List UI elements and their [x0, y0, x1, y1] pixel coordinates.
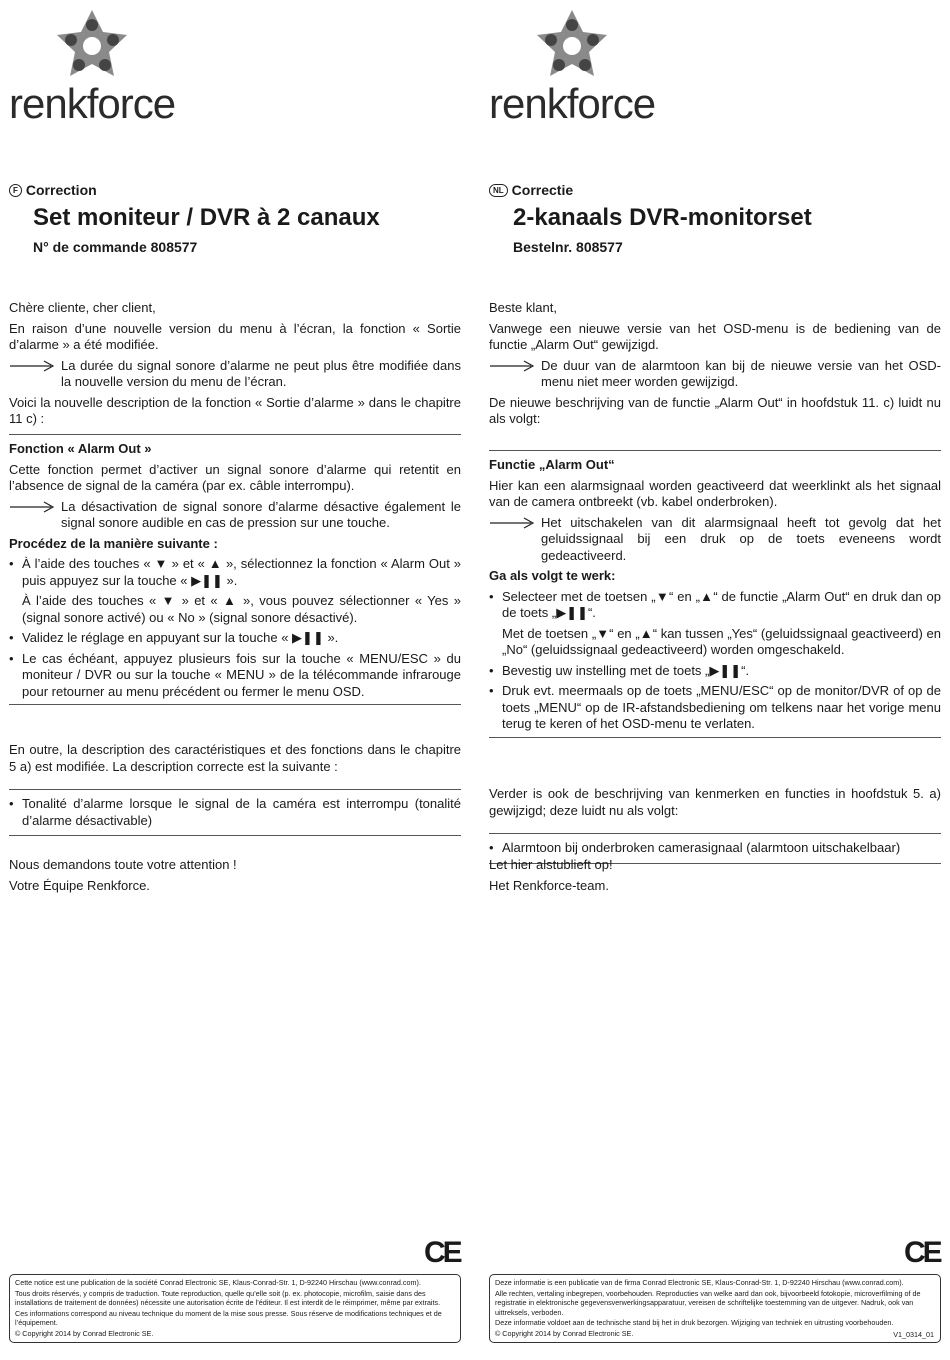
- list-item-continuation: À l’aide des touches « ▼ » et « ▲ », vous pouvez sélectionner « Yes » (signal sonore activé) ou « No » (signal sonore désactivé).: [22, 593, 461, 625]
- procedure-heading: Ga als volgt te werk:: [489, 568, 616, 583]
- language-badge: NL: [489, 184, 508, 197]
- changes-block: [9, 742, 461, 836]
- heading-label: Correction: [25, 182, 97, 198]
- intro-block: [9, 300, 461, 432]
- arrow-icon: [489, 360, 535, 372]
- divider: [9, 704, 461, 705]
- note-text: De duur van de alarmtoon kan bij de nieuwe versie van het OSD-menu niet meer worden gewijzigd.: [541, 357, 941, 389]
- closing-attention: Nous demandons toute votre attention !: [9, 857, 237, 872]
- imprint-line: Tous droits réservés, y compris de traduction. Toute reproduction, quelle qu’elle soit (p. ex. photocopie, microfilm, saisie dans des installations de traitement de données) nécessite une autorisation écrite de l’éditeur. Il est interdit de le réimprimer, même par extraits.: [15, 1288, 441, 1307]
- feature-list: [9, 796, 461, 829]
- imprint-line: © Copyright 2014 by Conrad Electronic SE.: [495, 1328, 634, 1338]
- renkforce-logo: [9, 8, 179, 126]
- divider: [9, 835, 461, 836]
- brand-wordmark: renkforce: [9, 80, 176, 127]
- intro-block: [489, 300, 941, 432]
- closing-block: [489, 857, 941, 898]
- divider: [489, 450, 941, 451]
- changes-intro: En outre, la description des caractéristiques et des fonctions dans le chapitre 5 a) est modifiée. La description correcte est la suivante :: [9, 742, 461, 774]
- steps-list: [489, 589, 941, 733]
- note-text: La désactivation de signal sonore d’alarme désactive également le signal sonore audible en cas de pression sur une touche.: [61, 498, 461, 530]
- arrow-icon: [489, 517, 535, 529]
- section-heading: [9, 182, 97, 198]
- imprint-box: [9, 1274, 461, 1343]
- divider: [489, 833, 941, 834]
- steps-list: [9, 556, 461, 700]
- function-text: Hier kan een alarmsignaal worden geactiveerd dat weerklinkt als het signaal van de camera ontbreekt (vb. kabel onderbroken).: [489, 477, 941, 509]
- section-heading: [489, 182, 573, 198]
- changes-block: [489, 786, 941, 864]
- list-item: • Selecteer met de toetsen „▼“ en „▲“ de functie „Alarm Out“ en druk dan op de toets „▶❚❚“.: [489, 588, 941, 620]
- note: [9, 358, 461, 391]
- intro-text: En raison d’une nouvelle version du menu à l’écran, la fonction « Sortie d’alarme » a été modifiée.: [9, 320, 461, 352]
- arrow-icon: [9, 501, 55, 513]
- note-text: La durée du signal sonore d’alarme ne peut plus être modifiée dans la nouvelle version du menu de l’écran.: [61, 357, 461, 389]
- description-intro: Voici la nouvelle description de la fonction « Sortie d’alarme » dans le chapitre 11 c) :: [9, 394, 461, 426]
- renkforce-star-icon: [53, 8, 131, 80]
- imprint-line: Deze informatie voldoet aan de technische stand bij het in druk bezorgen. Wijziging van techniek en uitrusting voorbehouden.: [495, 1318, 894, 1327]
- divider: [9, 789, 461, 790]
- note-text: Het uitschakelen van dit alarmsignaal heeft tot gevolg dat het geluidssignaal bij een druk op de toets eveneens wordt gedeactiveerd.: [541, 514, 941, 563]
- arrow-icon: [9, 360, 55, 372]
- list-item: • Validez le réglage en appuyant sur la touche « ▶❚❚ ».: [9, 630, 339, 645]
- imprint-line: © Copyright 2014 by Conrad Electronic SE.: [15, 1328, 154, 1338]
- order-number: Bestelnr. 808577: [513, 239, 623, 255]
- renkforce-logo: [489, 8, 659, 126]
- ce-mark: CE: [904, 1236, 940, 1269]
- imprint-line: Alle rechten, vertaling inbegrepen, voorbehouden. Reproducties van welke aard dan ook, bijvoorbeeld fotokopie, microverfilming of de registratie in elektronische gegevensverwerkingsapparatuur, vereisen de schriftelijke toestemming van de uitgever. Nadruk, ook van uittreksels, verboden.: [495, 1288, 921, 1317]
- order-number: N° de commande 808577: [33, 239, 198, 255]
- note: [489, 515, 941, 565]
- imprint-line: Deze informatie is een publicatie van de firma Conrad Electronic SE, Klaus-Conrad-Str. 1, D-92240 Hirschau (www.conrad.com).: [495, 1278, 904, 1287]
- language-badge: F: [9, 184, 22, 197]
- closing-attention: Let hier alstublieft op!: [489, 857, 613, 872]
- renkforce-star-icon: [533, 8, 611, 80]
- document-code: V1_0314_01: [893, 1329, 934, 1339]
- list-item: • Druk evt. meermaals op de toets „MENU/ESC“ op de monitor/DVR of op de toets „MENU“ op de IR-afstandsbediening om telkens naar het vorige menu terug te keren of het OSD-menu te verlaten.: [489, 683, 941, 731]
- brand-wordmark: renkforce: [489, 80, 656, 127]
- greeting: Chère cliente, cher client,: [9, 300, 156, 315]
- note: [489, 358, 941, 391]
- page-title: 2-kanaals DVR-monitorset: [513, 204, 812, 231]
- list-item: • À l’aide des touches « ▼ » et « ▲ », sélectionnez la fonction « Alarm Out » puis appuyez sur la touche « ▶❚❚ ».: [9, 556, 461, 588]
- function-block: [489, 450, 941, 738]
- list-item: • Alarmtoon bij onderbroken camerasignaal (alarmtoon uitschakelbaar): [489, 840, 901, 855]
- function-title: Functie „Alarm Out“: [489, 457, 615, 472]
- divider: [489, 737, 941, 738]
- imprint-box: [489, 1274, 941, 1343]
- imprint-line: Ces informations correspond au niveau technique du moment de la mise sous presse. Sous réserve de modifications techniques et de l’équipement.: [15, 1308, 442, 1327]
- procedure-heading: Procédez de la manière suivante :: [9, 535, 218, 551]
- description-intro: De nieuwe beschrijving van de functie „Alarm Out“ in hoofdstuk 11. c) luidt nu als volgt:: [489, 394, 941, 426]
- column-french: [9, 0, 461, 1360]
- greeting: Beste klant,: [489, 300, 557, 315]
- note: [9, 499, 461, 532]
- list-item-continuation: Met de toetsen „▼“ en „▲“ kan tussen „Yes“ (geluidssignaal geactiveerd) en „No“ (geluidssignaal gedeactiveerd) worden omgeschakeld.: [502, 625, 941, 657]
- list-item: • Le cas échéant, appuyez plusieurs fois sur la touche « MENU/ESC » du moniteur / DVR ou sur la touche « MENU » de la télécommande infrarouge pour retourner au menu précédent ou fermer le menu OSD.: [9, 650, 461, 699]
- imprint-line: Cette notice est une publication de la société Conrad Electronic SE, Klaus-Conrad-Str. 1, D-92240 Hirschau (www.conrad.com).: [15, 1278, 421, 1287]
- function-block: [9, 434, 461, 705]
- page-title: Set moniteur / DVR à 2 canaux: [33, 204, 380, 231]
- closing-signature: Het Renkforce-team.: [489, 877, 609, 893]
- ce-mark: CE: [424, 1236, 460, 1269]
- divider: [9, 434, 461, 435]
- feature-list: [489, 840, 941, 857]
- function-title: Fonction « Alarm Out »: [9, 441, 152, 456]
- changes-intro: Verder is ook de beschrijving van kenmerken en functies in hoofdstuk 5. a) gewijzigd; deze luidt nu als volgt:: [489, 786, 941, 818]
- column-dutch: [489, 0, 941, 1360]
- list-item: • Bevestig uw instelling met de toets „▶❚❚“.: [489, 662, 750, 678]
- closing-signature: Votre Équipe Renkforce.: [9, 877, 150, 893]
- intro-text: Vanwege een nieuwe versie van het OSD-menu is de bediening van de functie „Alarm Out“ gewijzigd.: [489, 320, 941, 352]
- closing-block: [9, 857, 461, 898]
- function-text: Cette fonction permet d’activer un signal sonore d’alarme qui retentit en l’absence de signal de la caméra (par ex. câble interrompu).: [9, 461, 461, 493]
- heading-label: Correctie: [511, 182, 574, 198]
- list-item: • Tonalité d’alarme lorsque le signal de la caméra est interrompu (tonalité d’alarme désactivable): [9, 796, 461, 828]
